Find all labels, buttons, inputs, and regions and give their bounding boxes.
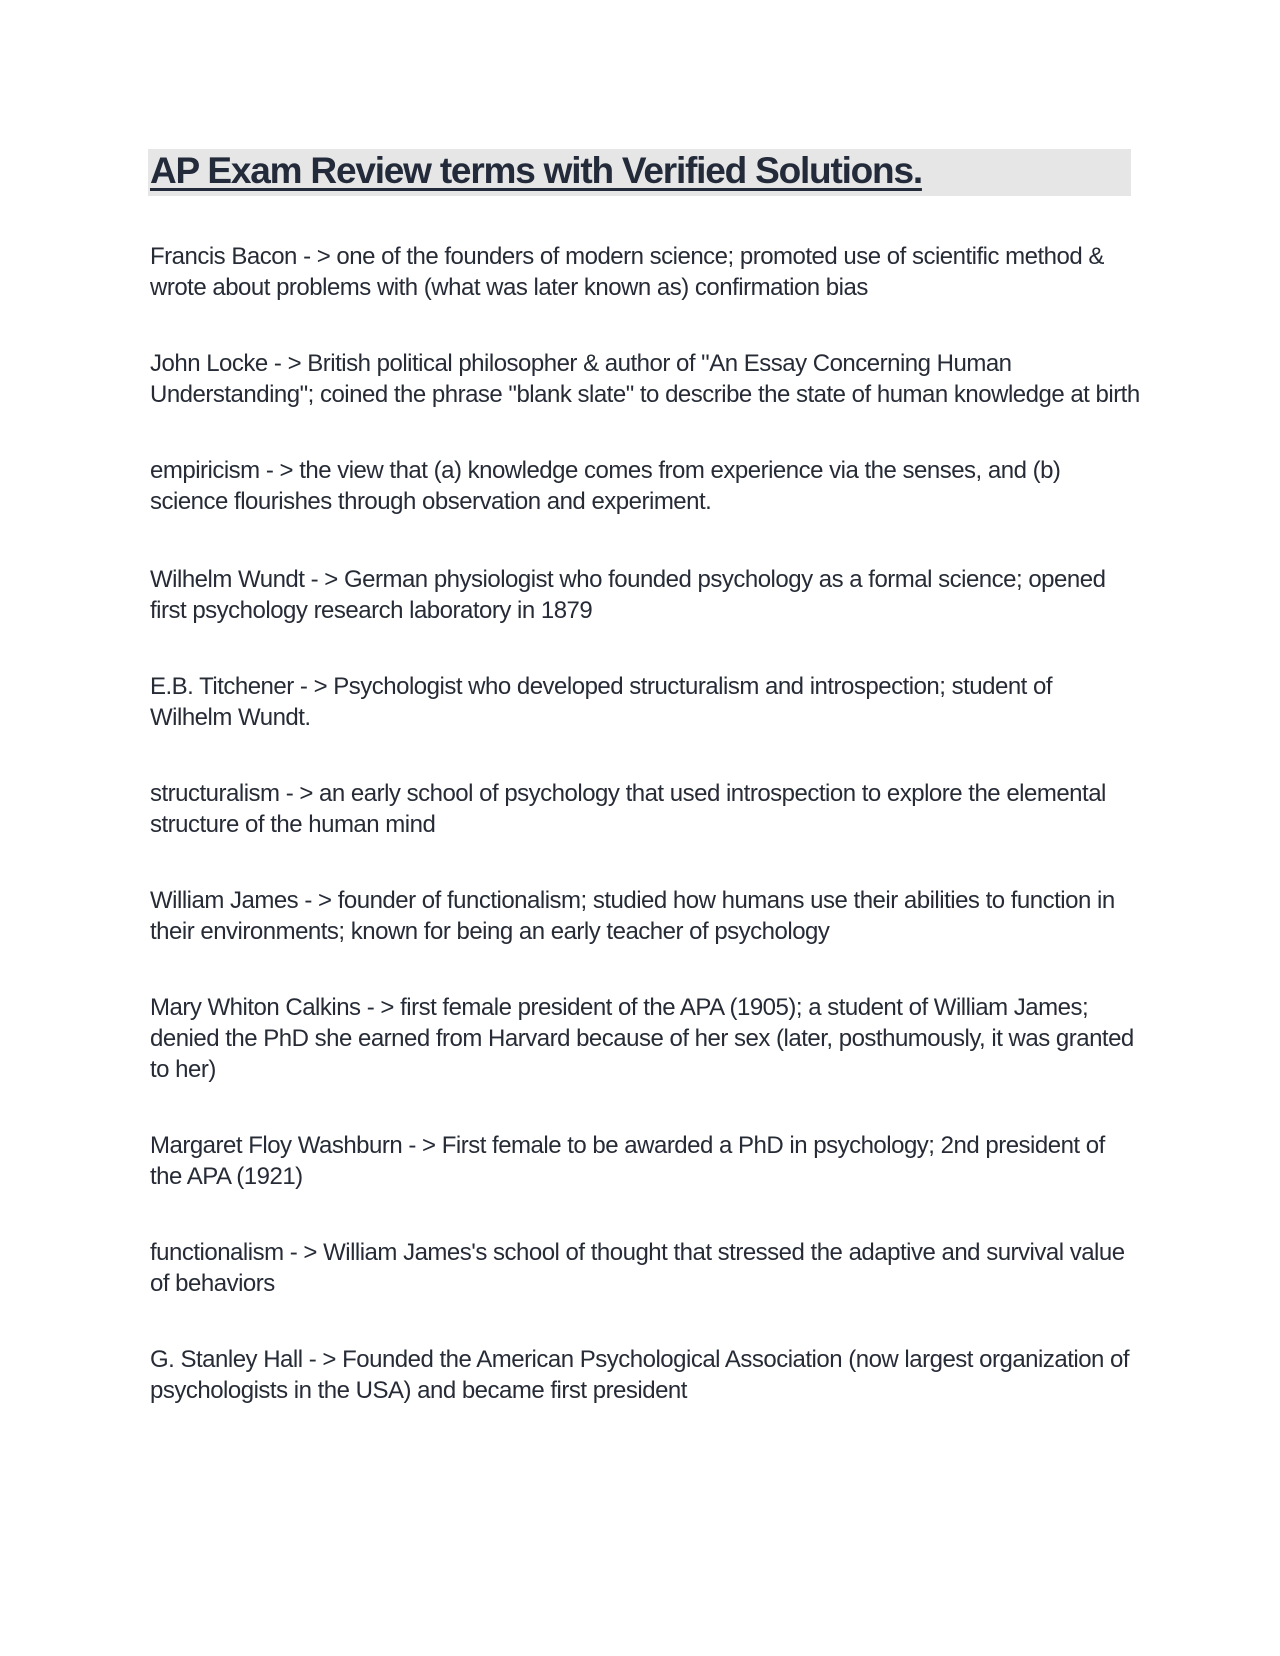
term-name: Margaret Floy Washburn	[150, 1132, 403, 1159]
term-entry-wilhelm-wundt	[150, 564, 1140, 626]
term-separator: - >	[279, 780, 320, 807]
term-entry-william-james	[150, 885, 1140, 947]
document-title: AP Exam Review terms with Verified Solutions.	[150, 150, 922, 191]
term-separator: - >	[293, 673, 334, 700]
term-list	[150, 241, 1140, 1451]
term-name: Mary Whiton Calkins	[150, 994, 361, 1021]
term-definition: first female president of the APA (1905); a student of William James; denied the PhD she earned from Harvard because of her sex (later, posthumously, it was granted to her)	[150, 994, 1134, 1083]
term-definition: William James's school of thought that stressed the adaptive and survival value of behaviors	[150, 1239, 1125, 1297]
term-separator: - >	[259, 457, 300, 484]
term-definition: Founded the American Psychological Association (now largest organization of psychologists in the USA) and became first president	[150, 1346, 1130, 1404]
term-name: structuralism	[150, 780, 280, 807]
term-name: empiricism	[150, 457, 260, 484]
term-name: Wilhelm Wundt	[150, 566, 305, 593]
term-entry-eb-titchener	[150, 671, 1140, 733]
term-separator: - >	[402, 1132, 442, 1159]
term-name: G. Stanley Hall	[150, 1346, 303, 1373]
term-entry-margaret-floy-washburn	[150, 1130, 1140, 1192]
term-separator: - >	[283, 1239, 324, 1266]
term-entry-mary-whiton-calkins	[150, 992, 1140, 1085]
term-entry-functionalism	[150, 1237, 1140, 1299]
term-definition: one of the founders of modern science; promoted use of scientific method & wrote about problems with (what was later known as) confirmation bias	[150, 243, 1104, 301]
term-name: William James	[150, 887, 299, 914]
term-entry-john-locke	[150, 348, 1140, 410]
term-entry-empiricism	[150, 455, 1140, 517]
term-entry-g-stanley-hall	[150, 1344, 1140, 1406]
term-name: John Locke	[150, 350, 268, 377]
term-separator: - >	[298, 887, 338, 914]
term-entry-structuralism	[150, 778, 1140, 840]
term-separator: - >	[304, 566, 344, 593]
term-definition: Psychologist who developed structuralism and introspection; student of Wilhelm Wundt.	[150, 673, 1053, 731]
term-definition: founder of functionalism; studied how humans use their abilities to function in their environments; known for being an early teacher of psychology	[150, 887, 1115, 945]
term-entry-francis-bacon	[150, 241, 1140, 303]
term-definition: German physiologist who founded psychology as a formal science; opened first psychology research laboratory in 1879	[150, 566, 1106, 624]
term-separator: - >	[267, 350, 308, 377]
term-separator: - >	[302, 1346, 343, 1373]
term-name: E.B. Titchener	[150, 673, 294, 700]
term-definition: British political philosopher & author of "An Essay Concerning Human Understanding"; coined the phrase "blank slate" to describe the state of human knowledge at birth	[150, 350, 1140, 408]
term-definition: First female to be awarded a PhD in psychology; 2nd president of the APA (1921)	[150, 1132, 1105, 1190]
term-separator: - >	[360, 994, 401, 1021]
term-definition: an early school of psychology that used introspection to explore the elemental structure of the human mind	[150, 780, 1106, 838]
term-name: Francis Bacon	[150, 243, 297, 270]
term-name: functionalism	[150, 1239, 284, 1266]
term-definition: the view that (a) knowledge comes from experience via the senses, and (b) science flourishes through observation and experiment.	[150, 457, 1061, 515]
term-separator: - >	[296, 243, 337, 270]
